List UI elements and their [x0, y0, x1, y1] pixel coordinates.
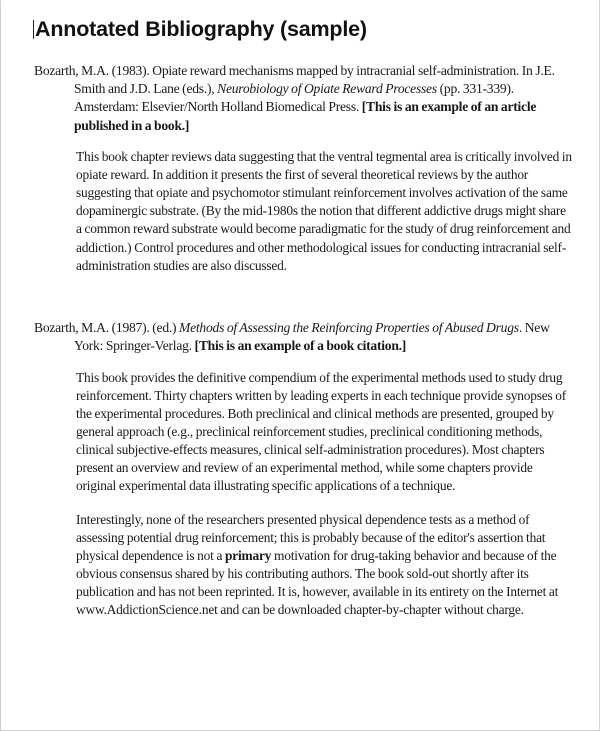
bibliography-entry	[32, 62, 577, 275]
citation-pages: (pp. 331-339).	[436, 81, 514, 96]
bibliography-entry	[32, 319, 577, 620]
annotation-paragraph: This book provides the definitive compendium of the experimental methods used to study drug reinforcement. Thirty chapters written by leading experts in each technique provide synopses of the experimental procedures. Both preclinical and clinical methods are presented, grouped by general approach (e.g., preclinical reinforcement studies, preclinical conditioning methods, clinical subjective-effects measures, clinical self-administration procedures). Most chapters present an overview and review of an experimental method, while some chapters provide original experimental data illustrating specific applications of a technique.	[76, 369, 567, 494]
bibliography-entries	[32, 62, 577, 620]
citation-text	[34, 319, 569, 356]
annotation-paragraph	[76, 511, 573, 620]
annotation-part-one: Interestingly, none of the researchers presented physical dependence tests as a method of assessing potential drug reinforcement; this is probably because of the editor's assertion that physical dependence is not a	[76, 511, 546, 563]
citation-note: [This is an example of an article published in a book.]	[74, 99, 537, 133]
citation-author-year: Bozarth, M.A. (1983).	[34, 62, 153, 78]
page-title-text: Annotated Bibliography (sample)	[35, 17, 367, 41]
citation-book-title: Neurobiology of Opiate Reward Processes	[217, 81, 437, 96]
text-cursor-caret	[33, 20, 34, 39]
citation-publisher: New York: Springer-Verlag.	[74, 319, 550, 354]
annotation-emphasis: primary	[225, 547, 272, 563]
citation-publisher: Amsterdam: Elsevier/North Holland Biomedical Press.	[74, 99, 362, 115]
annotation-paragraph: This book chapter reviews data suggesting that the ventral tegmental area is critically involved in opiate reward. In addition it presents the first of several theoretical reviews by the author suggesting that opiate and psychomotor stimulant reinforcement involves activation of the same dopaminergic substrate. (By the mid-1980s the notion that different addictive drugs might share a common reward substrate would become paradigmatic for the study of drug reinforcement and addiction.) Control procedures and other methodological issues for conducting intracranial self-administration studies are also discussed.	[76, 148, 572, 273]
citation-editors: In J.E. Smith and J.D. Lane (eds.),	[74, 62, 555, 96]
citation-note: [This is an example of a book citation.]	[194, 338, 407, 354]
citation-pages: .	[518, 319, 525, 335]
annotation-part-two: motivation for drug-taking behavior and because of the obvious consensus shared by his contributing authors. The book sold-out shortly after its publication and has not been reprinted. It is, however, available in its entirety on the Internet at www.AddictionScience.net and can be downloaded chapter-by-chapter without charge.	[76, 547, 559, 618]
page-body	[1, 1, 599, 620]
page-title	[33, 17, 367, 42]
citation-book-title: Methods of Assessing the Reinforcing Properties of Abused Drugs	[179, 319, 519, 335]
annotation-block	[32, 369, 577, 620]
annotation-block	[32, 148, 577, 275]
citation-text	[34, 62, 569, 135]
citation-author-year: Bozarth, M.A. (1987). (ed.)	[34, 319, 180, 335]
citation-article-title: Opiate reward mechanisms mapped by intracranial self-administration.	[152, 62, 522, 78]
